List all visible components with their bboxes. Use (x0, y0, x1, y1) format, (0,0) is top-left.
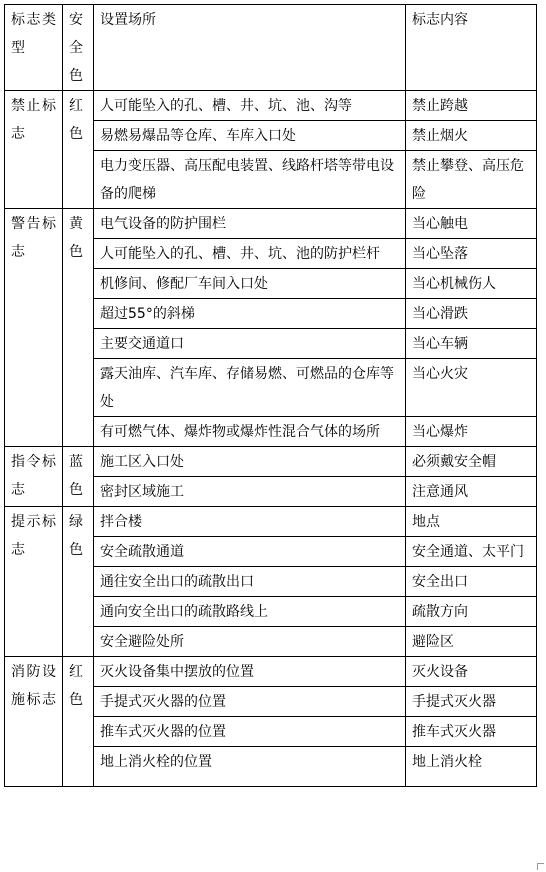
content-cell: 当心爆炸 (406, 417, 537, 447)
location-cell: 人可能坠入的孔、槽、井、坑、池、沟等 (94, 91, 406, 121)
content-cell: 疏散方向 (406, 597, 537, 627)
content-cell: 当心火灾 (406, 359, 537, 417)
content-cell: 注意通风 (406, 477, 537, 507)
table-row (5, 507, 537, 537)
content-cell: 禁止跨越 (406, 91, 537, 121)
location-cell: 人可能坠入的孔、槽、井、坑、池的防护栏杆 (94, 239, 406, 269)
table-row (5, 657, 537, 687)
content-cell: 地点 (406, 507, 537, 537)
safety-sign-table (4, 4, 537, 787)
content-cell: 必须戴安全帽 (406, 447, 537, 477)
safety-color-cell: 红色 (63, 91, 94, 209)
location-cell: 通往安全出口的疏散出口 (94, 567, 406, 597)
content-cell: 手提式灭火器 (406, 687, 537, 717)
location-cell: 露天油库、汽车库、存储易燃、可燃品的仓库等处 (94, 359, 406, 417)
header-content: 标志内容 (406, 5, 537, 91)
location-cell: 地上消火栓的位置 (94, 747, 406, 787)
header-row (5, 5, 537, 91)
safety-color-cell: 红色 (63, 657, 94, 787)
safety-color-cell: 蓝色 (63, 447, 94, 507)
sign-type-cell: 提示标志 (5, 507, 63, 657)
content-cell: 当心滑跌 (406, 299, 537, 329)
location-cell: 拌合楼 (94, 507, 406, 537)
location-cell: 灭火设备集中摆放的位置 (94, 657, 406, 687)
location-cell: 密封区域施工 (94, 477, 406, 507)
content-cell: 当心机械伤人 (406, 269, 537, 299)
content-cell: 推车式灭火器 (406, 717, 537, 747)
location-cell: 手提式灭火器的位置 (94, 687, 406, 717)
content-cell: 当心触电 (406, 209, 537, 239)
location-cell: 易燃易爆品等仓库、车库入口处 (94, 121, 406, 151)
sign-type-cell: 警告标志 (5, 209, 63, 447)
content-cell: 当心坠落 (406, 239, 537, 269)
content-cell: 安全出口 (406, 567, 537, 597)
table-row (5, 447, 537, 477)
sign-type-cell: 消防设施标志 (5, 657, 63, 787)
location-cell: 电力变压器、高压配电装置、线路杆塔等带电设备的爬梯 (94, 151, 406, 209)
table-row (5, 91, 537, 121)
content-cell: 避险区 (406, 627, 537, 657)
content-cell: 灭火设备 (406, 657, 537, 687)
safety-color-cell: 绿色 (63, 507, 94, 657)
location-cell: 主要交通道口 (94, 329, 406, 359)
location-cell: 机修间、修配厂车间入口处 (94, 269, 406, 299)
location-cell: 有可燃气体、爆炸物或爆炸性混合气体的场所 (94, 417, 406, 447)
header-type: 标志类型 (5, 5, 63, 91)
content-cell: 当心车辆 (406, 329, 537, 359)
content-cell: 地上消火栓 (406, 747, 537, 787)
location-cell: 安全疏散通道 (94, 537, 406, 567)
location-cell: 施工区入口处 (94, 447, 406, 477)
header-color: 安全色 (63, 5, 94, 91)
location-cell: 电气设备的防护围栏 (94, 209, 406, 239)
location-cell: 超过55°的斜梯 (94, 299, 406, 329)
header-location: 设置场所 (94, 5, 406, 91)
content-cell: 安全通道、太平门 (406, 537, 537, 567)
location-cell: 安全避险处所 (94, 627, 406, 657)
sign-type-cell: 指令标志 (5, 447, 63, 507)
page-corner-mark (537, 863, 544, 870)
safety-color-cell: 黄色 (63, 209, 94, 447)
sign-type-cell: 禁止标志 (5, 91, 63, 209)
location-cell: 通向安全出口的疏散路线上 (94, 597, 406, 627)
content-cell: 禁止烟火 (406, 121, 537, 151)
location-cell: 推车式灭火器的位置 (94, 717, 406, 747)
content-cell: 禁止攀登、高压危险 (406, 151, 537, 209)
table-row (5, 209, 537, 239)
